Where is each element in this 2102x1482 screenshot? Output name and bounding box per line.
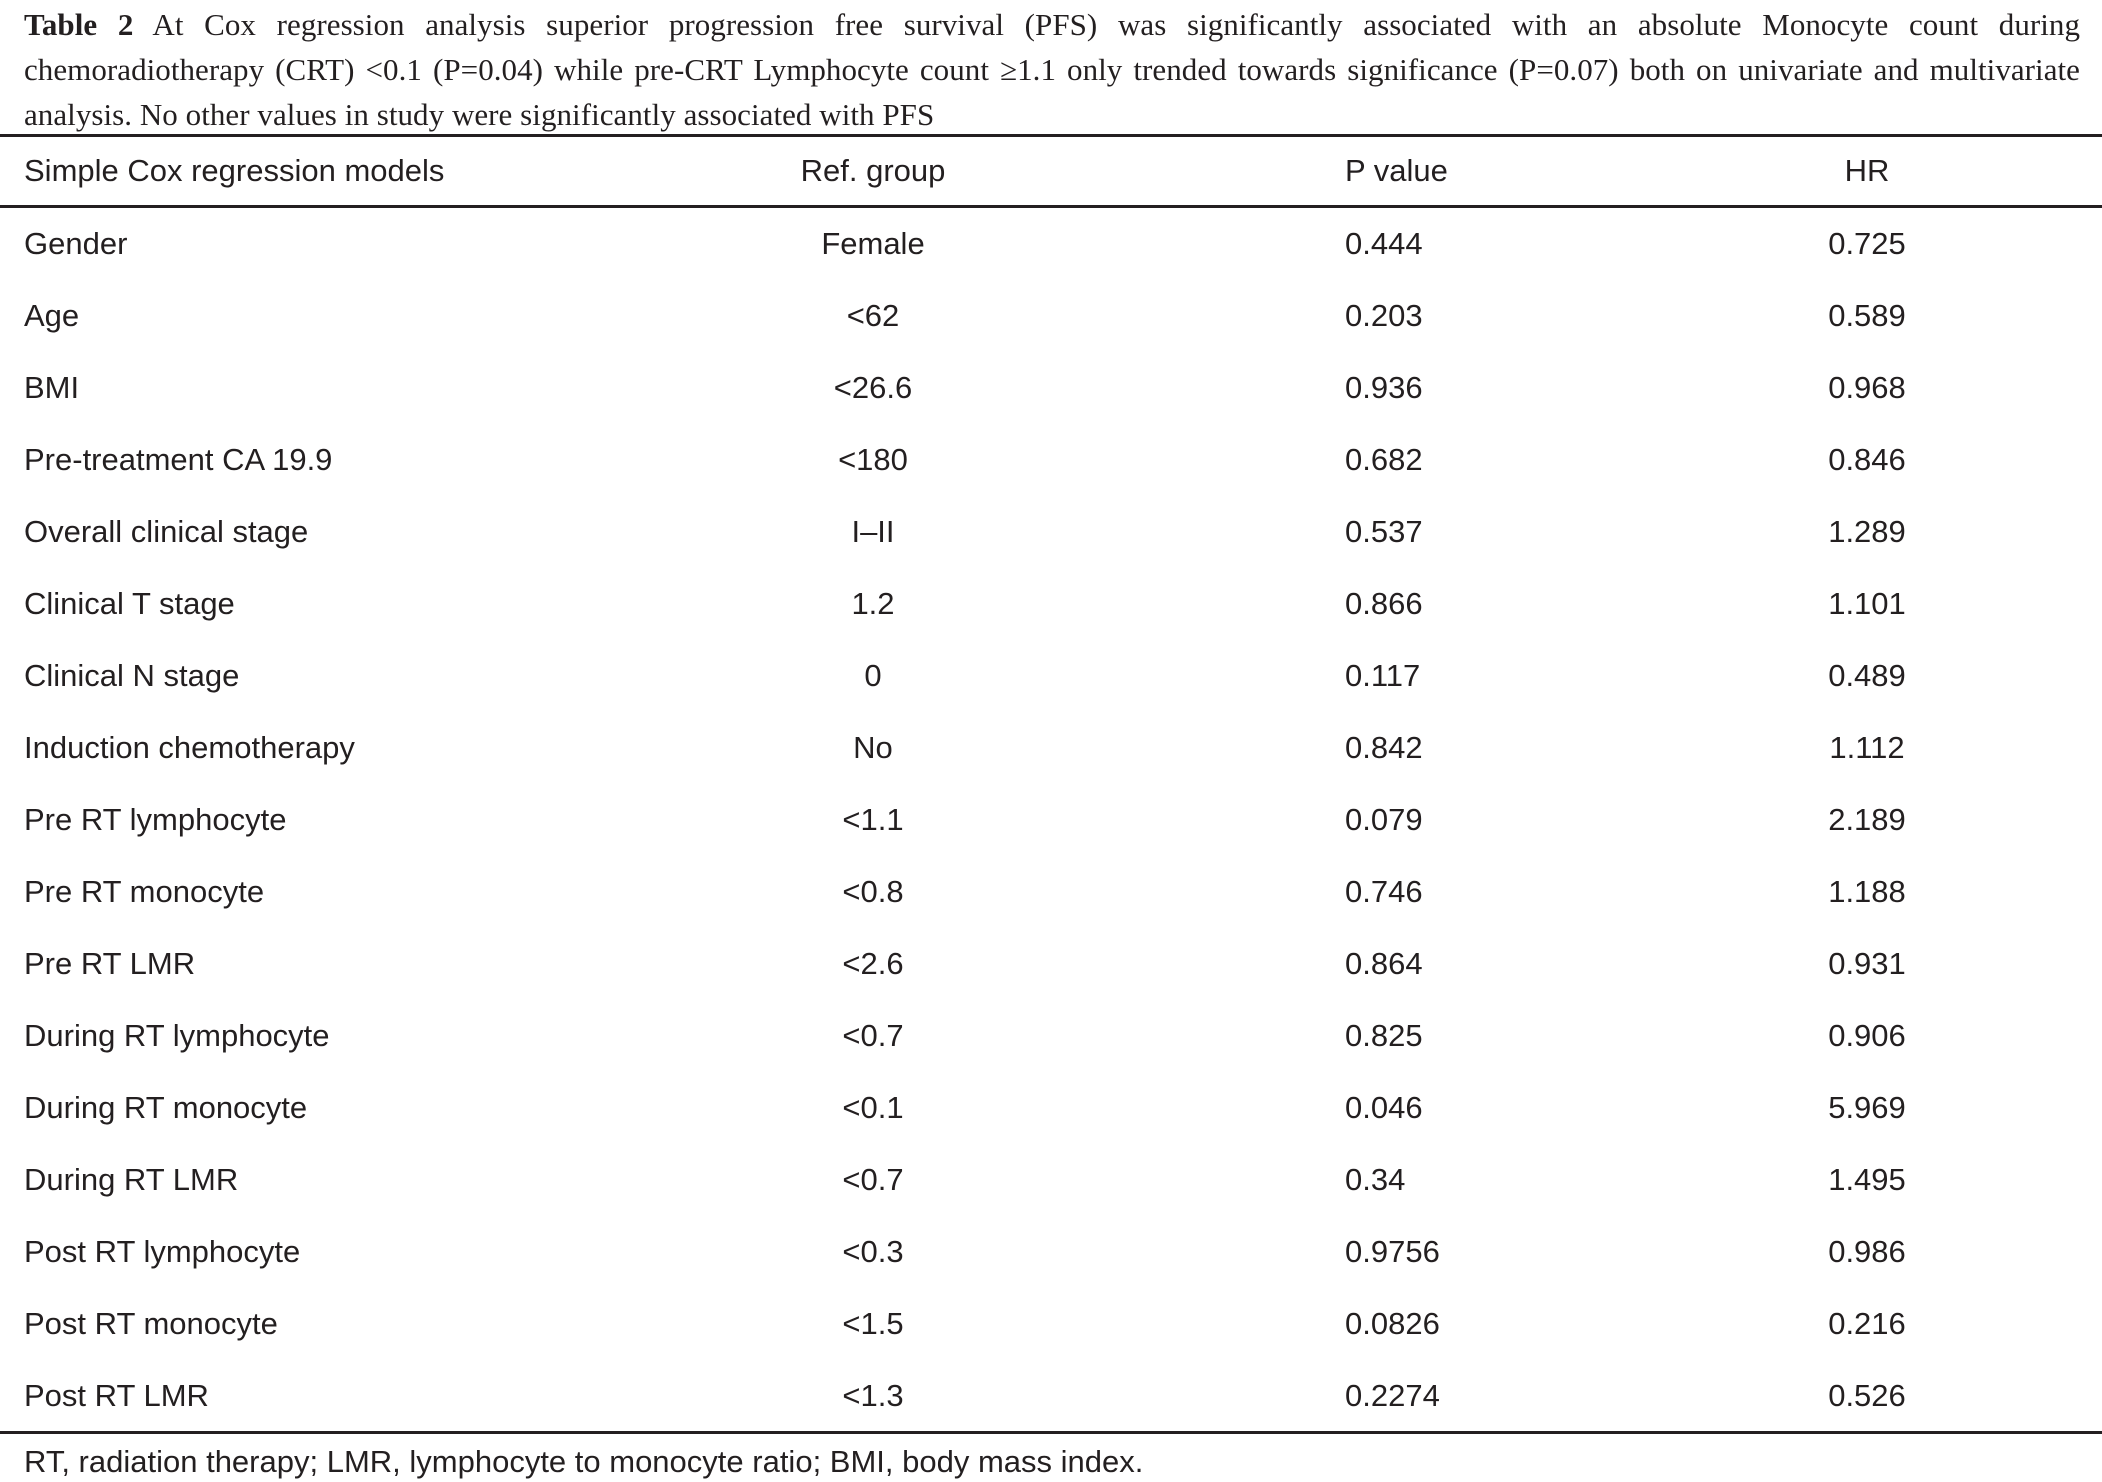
cell-ref-group: <0.7 bbox=[842, 1162, 904, 1197]
table-row bbox=[0, 424, 2102, 496]
cell-p-value: 0.117 bbox=[1345, 658, 1421, 693]
cell-p-value: 0.444 bbox=[1345, 226, 1423, 261]
table-row bbox=[0, 1216, 2102, 1288]
header-cell-ref-group: Ref. group bbox=[800, 153, 946, 188]
cell-ref-group: I–II bbox=[851, 514, 895, 549]
data-table bbox=[0, 137, 2102, 1413]
table-row bbox=[0, 784, 2102, 856]
table-row bbox=[0, 856, 2102, 928]
table-footnote: RT, radiation therapy; LMR, lymphocyte to monocyte ratio; BMI, body mass index. bbox=[24, 1444, 1144, 1479]
cell-model: During RT LMR bbox=[24, 1162, 239, 1197]
cell-model: Overall clinical stage bbox=[24, 514, 309, 549]
cell-p-value: 0.0826 bbox=[1345, 1306, 1440, 1341]
cell-p-value: 0.34 bbox=[1345, 1162, 1406, 1197]
cell-p-value: 0.866 bbox=[1345, 586, 1423, 621]
cell-p-value: 0.079 bbox=[1345, 802, 1423, 837]
cell-model: Post RT lymphocyte bbox=[24, 1234, 301, 1269]
cell-hr: 0.846 bbox=[1828, 442, 1906, 477]
cell-hr: 0.931 bbox=[1828, 946, 1906, 981]
cell-hr: 1.289 bbox=[1828, 514, 1906, 549]
table-row bbox=[0, 568, 2102, 640]
cell-model: Clinical T stage bbox=[24, 586, 235, 621]
cell-hr: 0.589 bbox=[1828, 298, 1906, 333]
cell-hr: 2.189 bbox=[1828, 802, 1906, 837]
cell-ref-group: <1.5 bbox=[842, 1306, 904, 1341]
table-row bbox=[0, 208, 2102, 280]
cell-p-value: 0.825 bbox=[1345, 1018, 1423, 1053]
table-body bbox=[0, 208, 2102, 1432]
cell-ref-group: <62 bbox=[846, 298, 900, 333]
cell-model: Induction chemotherapy bbox=[24, 730, 355, 765]
cell-model: Post RT monocyte bbox=[24, 1306, 278, 1341]
table-row bbox=[0, 1000, 2102, 1072]
table-row bbox=[0, 1360, 2102, 1432]
cell-ref-group: <0.7 bbox=[842, 1018, 904, 1053]
cell-model: Age bbox=[24, 298, 80, 333]
cell-ref-group: No bbox=[853, 730, 893, 765]
table-row bbox=[0, 352, 2102, 424]
cell-ref-group: <26.6 bbox=[833, 370, 913, 405]
cell-p-value: 0.936 bbox=[1345, 370, 1423, 405]
cell-ref-group: <0.1 bbox=[842, 1090, 904, 1125]
cell-hr: 1.112 bbox=[1829, 730, 1905, 765]
cell-hr: 1.188 bbox=[1828, 874, 1906, 909]
table-row bbox=[0, 496, 2102, 568]
cell-hr: 5.969 bbox=[1828, 1090, 1906, 1125]
cell-hr: 0.216 bbox=[1828, 1306, 1906, 1341]
header-cell-model: Simple Cox regression models bbox=[24, 153, 445, 188]
cell-model: Pre RT lymphocyte bbox=[24, 802, 287, 837]
table-row bbox=[0, 712, 2102, 784]
cell-hr: 0.526 bbox=[1828, 1378, 1906, 1413]
cell-model: Clinical N stage bbox=[24, 658, 240, 693]
cell-model: Gender bbox=[24, 226, 128, 261]
cell-ref-group: <0.8 bbox=[842, 874, 904, 909]
cell-ref-group: <0.3 bbox=[842, 1234, 904, 1269]
table-header bbox=[0, 137, 2102, 205]
cell-model: Pre RT monocyte bbox=[24, 874, 265, 909]
cell-hr: 1.495 bbox=[1828, 1162, 1906, 1197]
table-row bbox=[0, 928, 2102, 1000]
cell-model: Pre-treatment CA 19.9 bbox=[24, 442, 333, 477]
cell-p-value: 0.203 bbox=[1345, 298, 1423, 333]
header-cell-hr: HR bbox=[1844, 153, 1890, 188]
cell-model: During RT monocyte bbox=[24, 1090, 308, 1125]
cell-hr: 0.725 bbox=[1828, 226, 1906, 261]
header-row bbox=[0, 137, 2102, 205]
table-label: Table 2 bbox=[24, 7, 134, 42]
cell-model: Pre RT LMR bbox=[24, 946, 196, 981]
cell-ref-group: <1.1 bbox=[842, 802, 904, 837]
table-row bbox=[0, 1288, 2102, 1360]
cell-ref-group: <2.6 bbox=[842, 946, 904, 981]
caption-text: At Cox regression analysis superior progression free survival (PFS) was significantly associated with an absolute Monocyte count during chemoradiotherapy (CRT) <0.1 (P=0.04) while pre-CRT Lymphocyte count ≥1.1 only trended towards significance (P=0.07) both on univariate and multivariate analysis. No other values in study were significantly associated with PFS bbox=[24, 7, 2081, 132]
cell-hr: 0.986 bbox=[1828, 1234, 1906, 1269]
cell-hr: 0.489 bbox=[1828, 658, 1906, 693]
cell-ref-group: Female bbox=[821, 226, 925, 261]
cell-p-value: 0.746 bbox=[1345, 874, 1423, 909]
table-row bbox=[0, 640, 2102, 712]
cell-hr: 1.101 bbox=[1828, 586, 1906, 621]
cell-ref-group: <1.3 bbox=[842, 1378, 904, 1413]
cell-p-value: 0.537 bbox=[1345, 514, 1423, 549]
cell-p-value: 0.842 bbox=[1345, 730, 1423, 765]
cell-model: During RT lymphocyte bbox=[24, 1018, 330, 1053]
cell-ref-group: 0 bbox=[864, 658, 882, 693]
cell-model: Post RT LMR bbox=[24, 1378, 209, 1413]
table-row bbox=[0, 1144, 2102, 1216]
cell-p-value: 0.9756 bbox=[1345, 1234, 1440, 1269]
cell-hr: 0.906 bbox=[1828, 1018, 1906, 1053]
cell-p-value: 0.682 bbox=[1345, 442, 1423, 477]
cell-p-value: 0.046 bbox=[1345, 1090, 1423, 1125]
cell-p-value: 0.864 bbox=[1345, 946, 1423, 981]
cell-hr: 0.968 bbox=[1828, 370, 1906, 405]
cell-model: BMI bbox=[24, 370, 80, 405]
cell-ref-group: <180 bbox=[838, 442, 908, 477]
header-cell-p-value: P value bbox=[1345, 153, 1448, 188]
table-row bbox=[0, 1072, 2102, 1144]
cell-p-value: 0.2274 bbox=[1345, 1378, 1440, 1413]
cell-ref-group: 1.2 bbox=[851, 586, 895, 621]
table-row bbox=[0, 280, 2102, 352]
table-caption bbox=[24, 2, 2080, 137]
